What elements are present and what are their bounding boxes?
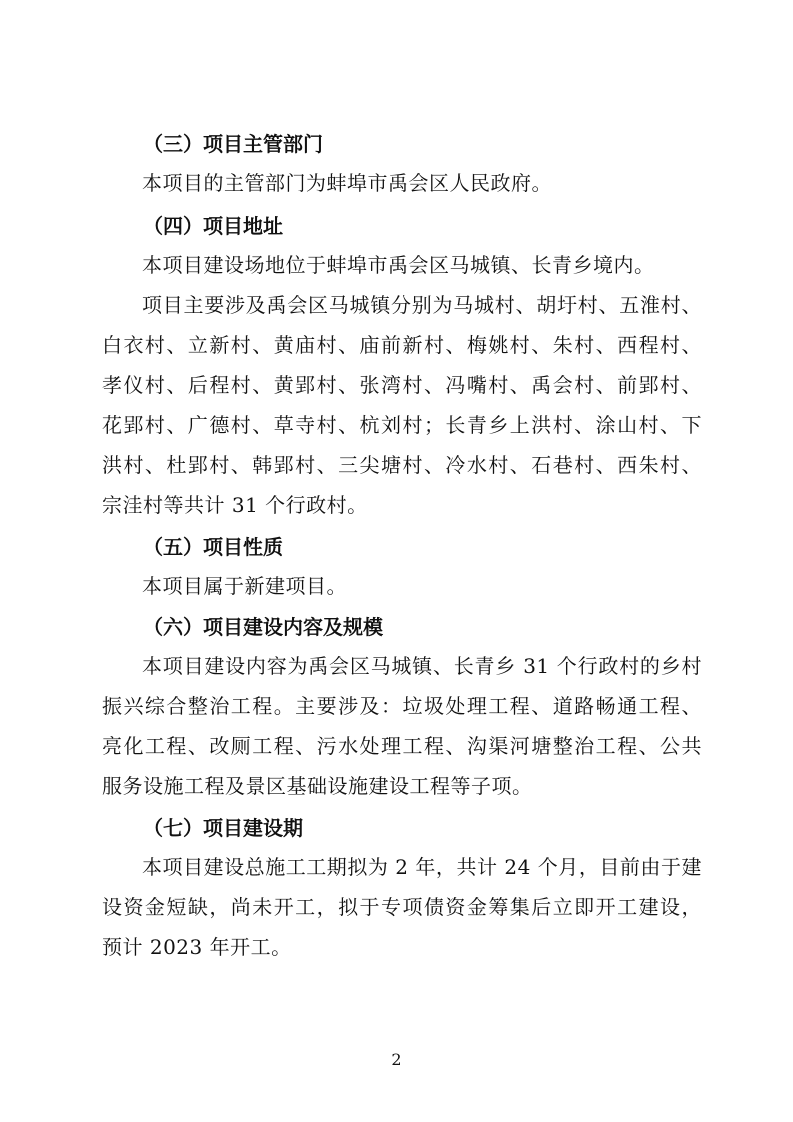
text-line: 本项目建设内容为禹会区马城镇、长青乡 31 个行政村的乡村	[142, 654, 702, 678]
section-body-4	[102, 245, 702, 525]
section-heading-3: （三）项目主管部门	[143, 132, 323, 156]
text-line: 本项目的主管部门为蚌埠市禹会区人民政府。	[142, 171, 552, 195]
text-line: 服务设施工程及景区基础设施建设工程等子项。	[102, 774, 533, 798]
text-line: 振兴综合整治工程。主要涉及：垃圾处理工程、道路畅通工程、	[102, 694, 702, 718]
text-line: 本项目建设总施工工期拟为 2 年，共计 24 个月，目前由于建	[142, 855, 702, 879]
text-line: 设资金短缺，尚未开工，拟于专项债资金筹集后立即开工建设，	[102, 895, 702, 919]
section-heading-6: （六）项目建设内容及规模	[143, 615, 383, 639]
text-line: 本项目建设场地位于蚌埠市禹会区马城镇、长青乡境内。	[142, 253, 655, 277]
text-line: 宗洼村等共计 31 个行政村。	[102, 493, 368, 517]
text-line: 花郢村、广德村、草寺村、杭刘村；长青乡上洪村、涂山村、下	[102, 413, 702, 437]
text-line: 预计 2023 年开工。	[102, 935, 292, 959]
text-line: 项目主要涉及禹会区马城镇分别为马城村、胡圩村、五淮村、	[142, 293, 702, 317]
text-line: 洪村、杜郢村、韩郢村、三尖塘村、冷水村、石巷村、西朱村、	[102, 453, 702, 477]
text-line: 白衣村、立新村、黄庙村、庙前新村、梅姚村、朱村、西程村、	[102, 333, 702, 357]
text-line: 亮化工程、改厕工程、污水处理工程、沟渠河塘整治工程、公共	[102, 734, 702, 758]
section-body-5	[102, 566, 702, 606]
section-body-3	[102, 163, 702, 203]
section-body-7	[102, 847, 702, 967]
section-heading-7: （七）项目建设期	[143, 816, 303, 840]
section-body-6	[102, 646, 702, 806]
page-number: 2	[391, 1050, 402, 1069]
text-line: 本项目属于新建项目。	[142, 574, 347, 598]
section-heading-4: （四）项目地址	[143, 214, 283, 238]
text-line: 孝仪村、后程村、黄郢村、张湾村、冯嘴村、禹会村、前郢村、	[102, 373, 702, 397]
section-heading-5: （五）项目性质	[143, 535, 283, 559]
